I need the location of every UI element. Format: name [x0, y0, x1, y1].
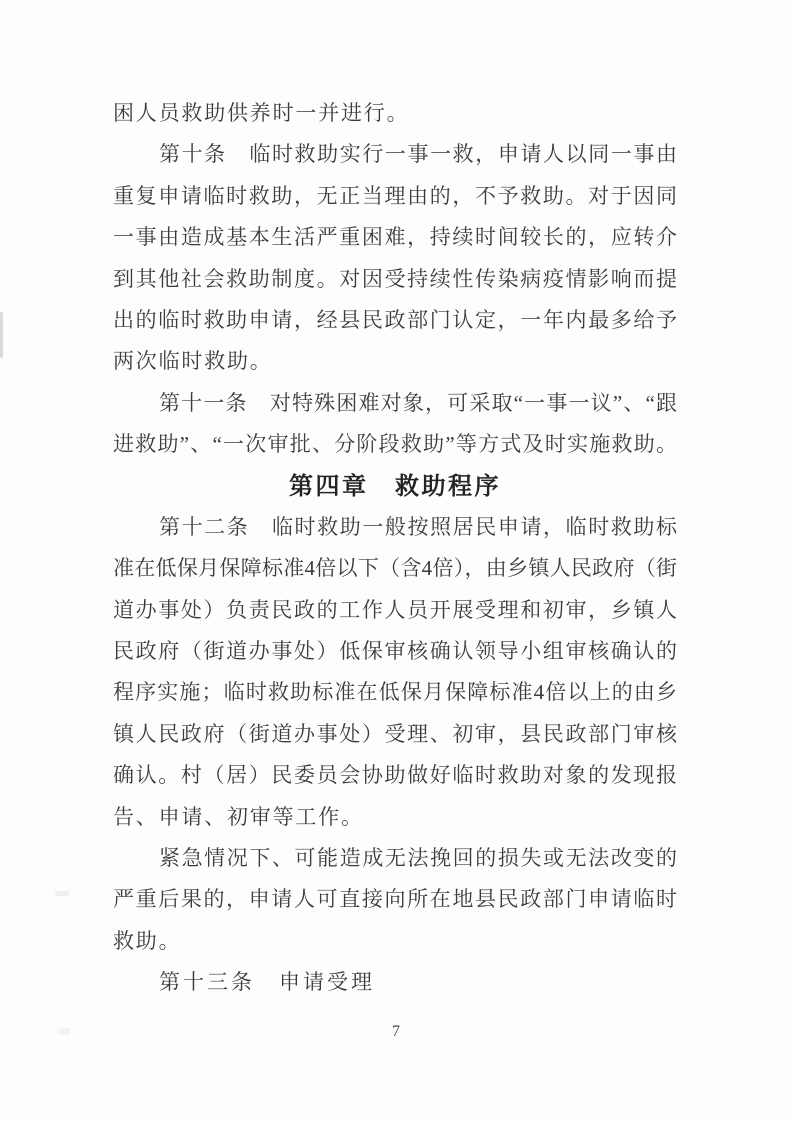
text-line: 准在低保月保障标准4倍以下（含4倍），由乡镇人民政府（街: [113, 556, 677, 581]
text-line: 确认。村（居）民委员会协助做好临时救助对象的发现报: [113, 763, 677, 788]
text-line: 第十条 临时救助实行一事一救，申请人以同一事由: [159, 142, 677, 167]
text-line: 第十二条 临时救助一般按照居民申请，临时救助标: [159, 514, 677, 539]
chapter-heading: 第四章 救助程序: [289, 472, 501, 500]
text-line: 到其他社会救助制度。对因受持续性传染病疫情影响而提: [113, 266, 677, 291]
text-line: 进救助”、“一次审批、分阶段救助”等方式及时实施救助。: [113, 432, 677, 457]
text-line: 程序实施；临时救助标准在低保月保障标准4倍以上的由乡: [113, 680, 677, 705]
text-line: 严重后果的，申请人可直接向所在地县民政部门申请临时: [113, 887, 677, 912]
text-line: 第十一条 对特殊困难对象，可采取“一事一议”、“跟: [159, 390, 677, 415]
text-line: 出的临时救助申请，经县民政部门认定，一年内最多给予: [113, 307, 677, 332]
scan-artifact: [55, 891, 69, 896]
text-line: 救助。: [113, 928, 182, 953]
text-line: 两次临时救助。: [113, 349, 273, 374]
text-line: 紧急情况下、可能造成无法挽回的损失或无法改变的: [159, 846, 677, 871]
text-line: 第十三条 申请受理: [159, 970, 375, 995]
page-number: 7: [392, 1023, 401, 1040]
text-line: 重复申请临时救助，无正当理由的，不予救助。对于因同: [113, 183, 677, 208]
text-line: 一事由造成基本生活严重困难，持续时间较长的，应转介: [113, 225, 677, 250]
text-line: 民政府（街道办事处）低保审核确认领导小组审核确认的: [113, 639, 677, 664]
text-line: 镇人民政府（街道办事处）受理、初审，县民政部门审核: [113, 721, 677, 746]
scan-artifact: [0, 312, 3, 358]
text-line: 告、申请、初审等工作。: [113, 804, 364, 829]
text-line: 道办事处）负责民政的工作人员开展受理和初审，乡镇人: [113, 597, 677, 622]
document-body: [113, 93, 677, 1004]
text-line: 困人员救助供养时一并进行。: [113, 101, 410, 125]
